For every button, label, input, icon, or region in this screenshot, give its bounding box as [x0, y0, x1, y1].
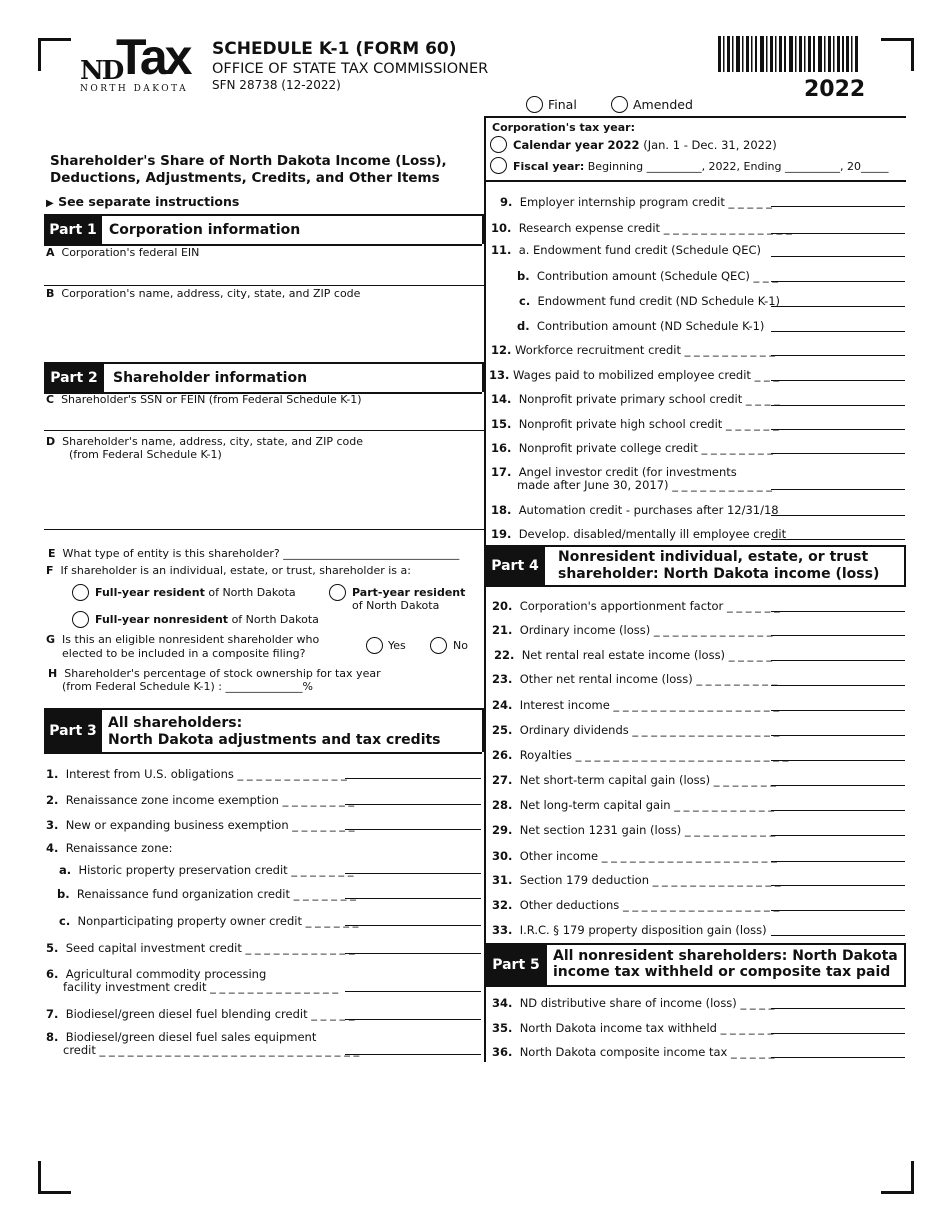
line-30-input[interactable]	[771, 861, 905, 862]
line-21-label	[492, 624, 773, 637]
line-text: Develop. disabled/mentally ill employee credit	[518, 527, 787, 541]
line-5-label	[46, 942, 355, 955]
line-text: Contribution amount (ND Schedule K-1)	[536, 319, 765, 333]
line-1-input[interactable]	[345, 778, 481, 779]
line-11d-input[interactable]	[771, 331, 905, 332]
field-a-input-line[interactable]	[44, 285, 484, 286]
line-number: 15.	[491, 417, 512, 431]
part-year-resident-radio[interactable]	[329, 584, 346, 601]
line-number: 11.	[491, 243, 512, 257]
line-text: Angel investor credit (for investments	[518, 465, 737, 479]
line-28-input[interactable]	[771, 810, 905, 811]
field-c-letter: C	[46, 393, 55, 406]
line-23-input[interactable]	[771, 685, 905, 686]
line-text: Renaissance zone:	[65, 841, 173, 855]
line-15-label	[491, 418, 779, 431]
line-16-label	[491, 442, 773, 455]
line-9-label	[500, 196, 772, 209]
line-33-input[interactable]	[771, 935, 905, 936]
subtitle-line-1: Shareholder's Share of North Dakota Income (Loss),	[50, 153, 447, 169]
line-text: a. Endowment fund credit (Schedule QEC)	[518, 243, 762, 257]
line-number: 36.	[492, 1045, 513, 1059]
line-number: 25.	[492, 723, 513, 737]
field-e-letter: E	[48, 547, 56, 560]
line-text: ND distributive share of income (loss) _ _ _ _	[519, 996, 775, 1010]
line-12-input[interactable]	[771, 355, 905, 356]
field-b-text: Corporation's name, address, city, state, and ZIP code	[61, 287, 361, 300]
line-10-label	[491, 222, 792, 235]
line-text: Other income _ _ _ _ _ _ _ _ _ _ _ _ _ _ _ _ _ _ _	[519, 849, 777, 863]
line-text: Corporation's apportionment factor _ _ _ _ _ _	[519, 599, 780, 613]
line-25-input[interactable]	[771, 735, 905, 736]
barcode	[718, 36, 858, 72]
calendar-year-range: (Jan. 1 - Dec. 31, 2022)	[643, 138, 777, 152]
field-a-label	[46, 246, 199, 259]
line-36-input[interactable]	[771, 1057, 905, 1058]
part3-title-line-2: North Dakota adjustments and tax credits	[108, 732, 441, 748]
line-1-label	[46, 768, 347, 781]
line-text: Net rental real estate income (loss) _ _ _ _ _	[521, 648, 773, 662]
part1-tag: Part 1	[44, 216, 102, 244]
line-number: 1.	[46, 767, 59, 781]
line-4c-label	[59, 915, 358, 928]
subtitle-line-2: Deductions, Adjustments, Credits, and Other Items	[50, 170, 440, 186]
line-text: Nonprofit private high school credit _ _ _ _ _ _	[518, 417, 779, 431]
field-b-letter: B	[46, 287, 55, 300]
line-30-label	[492, 850, 777, 863]
field-h-label	[48, 667, 381, 680]
calendar-year-radio[interactable]	[490, 136, 507, 153]
line-16-input[interactable]	[771, 453, 905, 454]
line-number: 24.	[492, 698, 513, 712]
field-d-label-2: (from Federal Schedule K-1)	[69, 448, 222, 461]
field-h-letter: H	[48, 667, 58, 680]
line-number: 5.	[46, 941, 59, 955]
composite-yes-label: Yes	[388, 639, 406, 652]
line-11a-input[interactable]	[771, 256, 905, 257]
line-11b-input[interactable]	[771, 281, 905, 282]
line-number: 2.	[46, 793, 59, 807]
fiscal-year-range: Beginning __________, 2022, Ending __________, 20_____	[587, 160, 889, 173]
composite-yes-radio[interactable]	[366, 637, 383, 654]
line-text: Royalties _ _ _ _ _ _ _ _ _ _ _ _ _ _ _ _ _ _ _ _ _ _ _	[519, 748, 789, 762]
field-f-label	[46, 564, 411, 577]
field-a-text: Corporation's federal EIN	[61, 246, 200, 259]
line-number: 6.	[46, 967, 59, 981]
line-text: Renaissance fund organization credit _ _ _ _ _ _ _	[76, 887, 356, 901]
line-29-label	[492, 824, 775, 837]
field-h-label-2: (from Federal Schedule K-1) : ______________%	[62, 680, 313, 693]
line-text: Biodiesel/green diesel fuel sales equipment	[65, 1030, 317, 1044]
sfn-number: SFN 28738 (12-2022)	[212, 78, 341, 92]
column-divider	[484, 116, 486, 1062]
amended-label: Amended	[633, 97, 693, 112]
line-18-input[interactable]	[771, 515, 905, 516]
line-text: Net section 1231 gain (loss) _ _ _ _ _ _ _ _ _ _	[519, 823, 776, 837]
line-17-input[interactable]	[771, 489, 905, 490]
line-20-input[interactable]	[771, 611, 905, 612]
part5-title-line-2: income tax withheld or composite tax paid	[553, 964, 891, 980]
line-14-input[interactable]	[771, 405, 905, 406]
fyn-bold: Full-year nonresident	[95, 613, 229, 626]
part-year-resident-rest: of North Dakota	[352, 599, 440, 612]
composite-no-label: No	[453, 639, 468, 652]
form-title: SCHEDULE K-1 (FORM 60)	[212, 39, 457, 59]
tax-year-bottom-rule	[485, 180, 906, 182]
part3-title-line-1: All shareholders:	[108, 715, 243, 731]
full-year-resident-radio[interactable]	[72, 584, 89, 601]
full-year-nonresident-label	[95, 613, 319, 626]
line-26-label	[492, 749, 788, 762]
line-19-label	[491, 528, 786, 541]
line-17-label-2: made after June 30, 2017) _ _ _ _ _ _ _ _ _ _ _	[517, 478, 772, 492]
line-35-input[interactable]	[771, 1033, 905, 1034]
field-d-letter: D	[46, 435, 56, 448]
fiscal-year-bold: Fiscal year:	[513, 160, 585, 173]
line-number: 20.	[492, 599, 513, 613]
line-23-label	[492, 673, 777, 686]
triangle-arrow-icon: ▶	[46, 198, 54, 209]
corner-mark-bottom-right	[881, 1161, 914, 1194]
line-number: c.	[59, 914, 71, 928]
fiscal-year-option	[513, 160, 888, 173]
line-text: North Dakota composite income tax _ _ _ _ _	[519, 1045, 775, 1059]
line-22-label	[494, 649, 772, 662]
line-13-label	[489, 369, 779, 382]
line-number: 19.	[491, 527, 512, 541]
line-number: 28.	[492, 798, 513, 812]
line-number: c.	[519, 294, 531, 308]
line-4b-label	[57, 888, 356, 901]
line-11b-label	[517, 270, 778, 283]
field-g-text: Is this an eligible nonresident shareholder who	[62, 633, 320, 646]
line-34-label	[492, 997, 774, 1010]
line-24-input[interactable]	[771, 710, 905, 711]
field-d-text: Shareholder's name, address, city, state, and ZIP code	[62, 435, 363, 448]
line-34-input[interactable]	[771, 1008, 905, 1009]
line-number: 21.	[492, 623, 513, 637]
line-number: 34.	[492, 996, 513, 1010]
final-radio[interactable]	[526, 96, 543, 113]
line-2-label	[46, 794, 354, 807]
line-2-input[interactable]	[345, 804, 481, 805]
line-number: 23.	[492, 672, 513, 686]
line-21-input[interactable]	[771, 635, 905, 636]
line-text: Ordinary dividends _ _ _ _ _ _ _ _ _ _ _ _ _ _ _ _	[519, 723, 780, 737]
line-32-input[interactable]	[771, 910, 905, 911]
line-3-label	[46, 819, 354, 832]
line-19-input[interactable]	[771, 539, 905, 540]
line-number: 35.	[492, 1021, 513, 1035]
see-instructions-text: See separate instructions	[58, 194, 240, 209]
line-number: 14.	[491, 392, 512, 406]
office-name: OFFICE OF STATE TAX COMMISSIONER	[212, 61, 489, 77]
part2-title: Shareholder information	[113, 370, 308, 386]
line-text: Net short-term capital gain (loss) _ _ _ _ _ _ _	[519, 773, 776, 787]
line-29-input[interactable]	[771, 835, 905, 836]
line-number: 32.	[492, 898, 513, 912]
part2-tag: Part 2	[44, 364, 104, 392]
part5-title-line-1: All nonresident shareholders: North Dakota	[553, 948, 898, 964]
line-8-label-2: credit _ _ _ _ _ _ _ _ _ _ _ _ _ _ _ _ _ _ _ _ _ _ _ _ _ _ _ _	[63, 1043, 360, 1057]
line-7-label	[46, 1008, 355, 1021]
line-text: Interest income _ _ _ _ _ _ _ _ _ _ _ _ _ _ _ _ _ _	[519, 698, 780, 712]
line-number: 27.	[492, 773, 513, 787]
logo-tax-text: Tax	[116, 29, 190, 85]
corner-mark-top-right	[881, 38, 914, 71]
line-text: Ordinary income (loss) _ _ _ _ _ _ _ _ _ _ _ _ _	[519, 623, 773, 637]
line-number: 31.	[492, 873, 513, 887]
line-text: Contribution amount (Schedule QEC) _ _ _	[536, 269, 779, 283]
line-33-label	[492, 924, 767, 937]
fyr-bold: Full-year resident	[95, 586, 205, 599]
line-text: North Dakota income tax withheld _ _ _ _ _ _	[519, 1021, 774, 1035]
line-18-label	[491, 504, 779, 517]
part2-right-edge	[482, 362, 484, 392]
line-11c-input[interactable]	[771, 306, 905, 307]
composite-no-radio[interactable]	[430, 637, 447, 654]
line-28-label	[492, 799, 774, 812]
part3-tag: Part 3	[44, 710, 102, 752]
line-4a-input[interactable]	[345, 873, 481, 874]
line-14-label	[491, 393, 780, 406]
line-7-input[interactable]	[345, 1019, 481, 1020]
amended-radio[interactable]	[611, 96, 628, 113]
line-text: Seed capital investment credit _ _ _ _ _ _ _ _ _ _ _ _	[65, 941, 355, 955]
line-number: a.	[59, 863, 72, 877]
part1-right-edge	[482, 214, 484, 244]
field-f-text: If shareholder is an individual, estate, or trust, shareholder is a:	[60, 564, 411, 577]
line-number: 22.	[494, 648, 515, 662]
logo-state-text: NORTH DAKOTA	[80, 84, 189, 94]
fiscal-year-radio[interactable]	[490, 157, 507, 174]
line-number: 3.	[46, 818, 59, 832]
field-g-label	[46, 633, 319, 646]
tax-year-label: 2022	[804, 77, 866, 102]
line-text: Employer internship program credit _ _ _ _ _	[519, 195, 772, 209]
line-4-label	[46, 842, 172, 855]
line-number: 29.	[492, 823, 513, 837]
field-g-letter: G	[46, 633, 56, 646]
line-text: Agricultural commodity processing	[65, 967, 267, 981]
line-27-label	[492, 774, 776, 787]
line-8-input[interactable]	[345, 1054, 481, 1055]
field-e-label	[48, 547, 459, 560]
part1-title: Corporation information	[109, 222, 301, 238]
line-3-input[interactable]	[345, 829, 481, 830]
line-text: Nonprofit private college credit _ _ _ _ _ _ _ _	[518, 441, 774, 455]
calendar-year-bold: Calendar year 2022	[513, 138, 640, 152]
line-4a-label	[59, 864, 354, 877]
line-text: Historic property preservation credit _ _ _ _ _ _ _	[78, 863, 354, 877]
line-text: Automation credit - purchases after 12/31/18	[518, 503, 779, 517]
calendar-year-option	[513, 139, 777, 152]
line-number: 16.	[491, 441, 512, 455]
line-text: Nonprofit private primary school credit _ _ _ _	[518, 392, 780, 406]
line-11a-label	[491, 244, 761, 257]
line-24-label	[492, 699, 779, 712]
line-number: 9.	[500, 195, 513, 209]
schedule-subtitle	[50, 153, 447, 187]
line-5-input[interactable]	[345, 953, 481, 954]
part4-title-line-1: Nonresident individual, estate, or trust	[558, 549, 869, 565]
line-text: New or expanding business exemption _ _ _ _ _ _ _	[65, 818, 355, 832]
line-text: Endowment fund credit (ND Schedule K-1)	[537, 294, 781, 308]
field-c-text: Shareholder's SSN or FEIN (from Federal Schedule K-1)	[61, 393, 362, 406]
line-text: Wages paid to mobilized employee credit _ _ _	[513, 368, 780, 382]
line-text: Research expense credit _ _ _ _ _ _ _ _ _ _ _ _ _ _	[518, 221, 792, 235]
nd-tax-logo	[78, 29, 193, 98]
corner-mark-bottom-left	[38, 1161, 71, 1194]
line-4c-input[interactable]	[345, 925, 481, 926]
line-11d-label	[517, 320, 764, 333]
line-number: 18.	[491, 503, 512, 517]
line-11c-label	[519, 295, 780, 308]
line-text: Other deductions _ _ _ _ _ _ _ _ _ _ _ _ _ _ _ _ _	[519, 898, 780, 912]
line-12-label	[491, 344, 775, 357]
full-year-resident-label	[95, 586, 296, 599]
part-year-resident-label: Part-year resident	[352, 586, 466, 599]
line-10-input[interactable]	[771, 233, 905, 234]
see-instructions	[46, 194, 239, 209]
line-text: Section 179 deduction _ _ _ _ _ _ _ _ _ _ _ _ _ _	[519, 873, 781, 887]
field-e-text: What type of entity is this shareholder? ________________________________	[62, 547, 460, 560]
line-number: 17.	[491, 465, 512, 479]
field-b-label	[46, 287, 360, 300]
line-20-label	[492, 600, 780, 613]
line-text: Biodiesel/green diesel fuel blending credit _ _ _ _ _	[65, 1007, 355, 1021]
line-text: I.R.C. § 179 property disposition gain (loss)	[519, 923, 767, 937]
field-h-text: Shareholder's percentage of stock ownership for tax year	[64, 667, 381, 680]
line-15-input[interactable]	[771, 429, 905, 430]
line-22-input[interactable]	[771, 660, 905, 661]
line-number: b.	[57, 887, 70, 901]
final-label: Final	[548, 97, 577, 112]
line-number: 26.	[492, 748, 513, 762]
line-text: Interest from U.S. obligations _ _ _ _ _ _ _ _ _ _ _ _	[65, 767, 347, 781]
corner-mark-top-left	[38, 38, 71, 71]
line-number: 8.	[46, 1030, 59, 1044]
line-number: 7.	[46, 1007, 59, 1021]
line-number: d.	[517, 319, 530, 333]
part3-right-edge	[482, 708, 484, 752]
line-31-input[interactable]	[771, 885, 905, 886]
line-number: 4.	[46, 841, 59, 855]
line-27-input[interactable]	[771, 785, 905, 786]
line-text: Nonparticipating property owner credit _ _ _ _ _ _	[77, 914, 359, 928]
fyr-rest: of North Dakota	[208, 586, 296, 599]
field-c-label	[46, 393, 362, 406]
logo-nd-text: ND	[80, 56, 123, 86]
tax-year-box-label: Corporation's tax year:	[492, 121, 635, 134]
line-number: 12.	[491, 343, 512, 357]
part4-tag: Part 4	[485, 547, 545, 585]
line-32-label	[492, 899, 779, 912]
line-6-label-2: facility investment credit _ _ _ _ _ _ _ _ _ _ _ _ _ _	[63, 980, 339, 994]
line-4b-input[interactable]	[345, 898, 481, 899]
line-25-label	[492, 724, 779, 737]
line-35-label	[492, 1022, 773, 1035]
field-d-label	[46, 435, 363, 448]
line-number: 33.	[492, 923, 513, 937]
line-13-input[interactable]	[771, 380, 905, 381]
line-31-label	[492, 874, 781, 887]
line-36-label	[492, 1046, 774, 1059]
line-6-input[interactable]	[345, 991, 481, 992]
line-number: b.	[517, 269, 530, 283]
full-year-nonresident-radio[interactable]	[72, 611, 89, 628]
line-9-input[interactable]	[771, 206, 905, 207]
line-text: Other net rental income (loss) _ _ _ _ _ _ _ _ _	[519, 672, 778, 686]
part4-title-line-2: shareholder: North Dakota income (loss)	[558, 566, 880, 582]
line-text: Workforce recruitment credit _ _ _ _ _ _ _ _ _ _	[515, 343, 776, 357]
field-a-letter: A	[46, 246, 55, 259]
line-text: Net long-term capital gain _ _ _ _ _ _ _ _ _ _ _	[519, 798, 775, 812]
field-f-letter: F	[46, 564, 54, 577]
fyn-rest: of North Dakota	[231, 613, 319, 626]
line-26-input[interactable]	[771, 760, 905, 761]
line-text: Renaissance zone income exemption _ _ _ _ _ _ _ _	[65, 793, 355, 807]
field-d-input-line[interactable]	[44, 529, 484, 530]
tax-year-top-rule	[485, 116, 906, 118]
field-c-input-line[interactable]	[44, 430, 484, 431]
line-number: 10.	[491, 221, 512, 235]
field-g-label-2: elected to be included in a composite filing?	[62, 647, 306, 660]
line-number: 30.	[492, 849, 513, 863]
part5-tag: Part 5	[485, 945, 547, 985]
line-number: 13.	[489, 368, 510, 382]
